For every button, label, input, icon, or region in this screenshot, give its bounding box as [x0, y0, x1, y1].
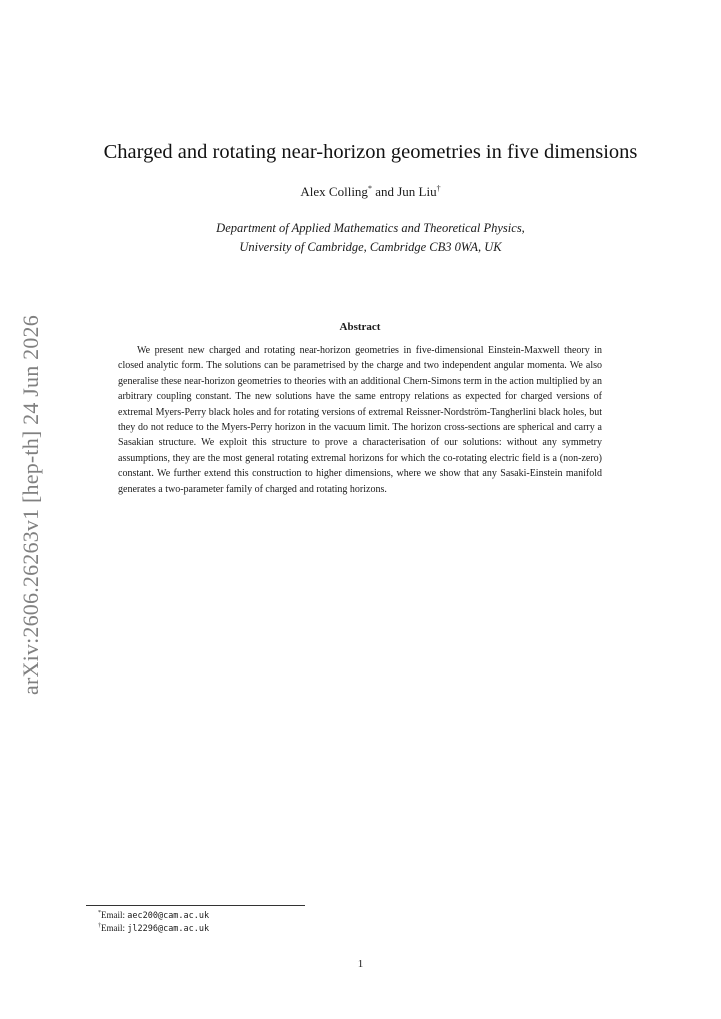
author-name: Jun Liu [397, 184, 437, 199]
affiliation-line: Department of Applied Mathematics and Theoretical Physics, [216, 221, 525, 235]
footnote-mark: † [98, 923, 101, 929]
affiliation-line: University of Cambridge, Cambridge CB3 0WA, UK [239, 240, 502, 254]
footnote [98, 909, 209, 922]
footnote-mark: * [98, 910, 101, 916]
footnote-mark: † [436, 184, 441, 193]
footnote-label: Email: [101, 910, 128, 920]
author-name: Alex Colling [300, 184, 368, 199]
footnote [98, 922, 209, 935]
abstract-body: We present new charged and rotating near-horizon geometries in five-dimensional Einstein-Maxwell theory in closed analytic form. The solutions can be parametrised by the charge and two independent angular momenta. We also generalise these near-horizon geometries to theories with an additional Chern-Simons term in the action multiplied by an arbitrary coupling constant. The new solutions have the same entropy relations as expected for charged versions of extremal Myers-Perry black holes and for rotating versions of extremal Reissner-Nordström-Tangherlini black holes, but they do not reduce to the Myers-Perry horizon in the vacuum limit. The horizon cross-sections are spherical and carry a Sasakian structure. We exploit this structure to prove a characterisation of our solutions: without any symmetry assumptions, they are the most general rotating extremal horizons for which the co-rotating electric field is a (non-zero) constant. We further extend this construction to higher dimensions, where we show that any Sasaki-Einstein manifold generates a two-parameter family of charged and rotating horizons. [118, 345, 602, 495]
email-address: jl2296@cam.ac.uk [127, 924, 210, 934]
footnote-divider [86, 905, 305, 906]
arxiv-identifier-text: arXiv:2606.26263v1 [hep-th] 24 Jun 2026 [18, 315, 43, 695]
author-list [60, 184, 681, 200]
footnotes [98, 909, 209, 935]
arxiv-identifier-stamp [14, 300, 48, 695]
affiliation [60, 219, 681, 257]
email-address: aec200@cam.ac.uk [127, 911, 210, 921]
abstract-heading: Abstract [339, 321, 381, 333]
paper-title: Charged and rotating near-horizon geometries in five dimensions [103, 141, 638, 163]
footnote-label: Email: [101, 923, 128, 933]
footnote-mark: * [367, 184, 372, 193]
author-conjunction: and [371, 184, 398, 199]
page-number: 1 [357, 958, 364, 970]
